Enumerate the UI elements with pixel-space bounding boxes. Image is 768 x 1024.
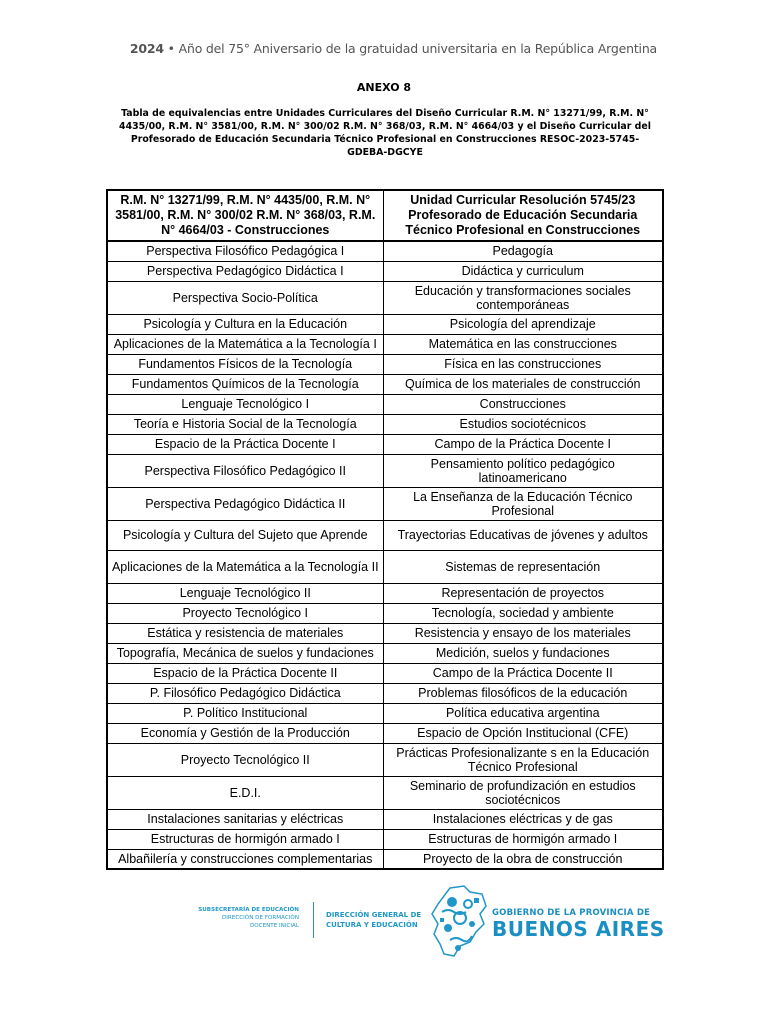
new-plan-cell: Estructuras de hormigón armado I bbox=[383, 829, 663, 849]
old-plan-cell: Perspectiva Filosófico Pedagógico II bbox=[107, 454, 383, 487]
old-plan-cell: Fundamentos Físicos de la Tecnología bbox=[107, 354, 383, 374]
footer-divider bbox=[313, 902, 314, 938]
new-plan-cell: Representación de proyectos bbox=[383, 583, 663, 603]
direccion-general-label-2: CULTURA Y EDUCACIÓN bbox=[326, 921, 418, 929]
new-plan-cell: Estudios sociotécnicos bbox=[383, 414, 663, 434]
old-plan-cell: Perspectiva Pedagógico Didáctica II bbox=[107, 487, 383, 520]
old-plan-cell: Perspectiva Pedagógico Didáctica I bbox=[107, 261, 383, 281]
table-row bbox=[107, 281, 663, 314]
table-row bbox=[107, 683, 663, 703]
header-year: 2024 bbox=[129, 41, 164, 56]
table-row bbox=[107, 354, 663, 374]
old-plan-cell: Fundamentos Químicos de la Tecnología bbox=[107, 374, 383, 394]
direccion-formacion-label-2: DOCENTE INICIAL bbox=[249, 923, 299, 929]
table-row bbox=[107, 603, 663, 623]
table-row bbox=[107, 520, 663, 550]
new-plan-cell: Psicología del aprendizaje bbox=[383, 314, 663, 334]
new-plan-cell: Problemas filosóficos de la educación bbox=[383, 683, 663, 703]
direccion-general-block bbox=[326, 910, 421, 930]
new-plan-cell: Tecnología, sociedad y ambiente bbox=[383, 603, 663, 623]
old-plan-cell: Topografía, Mecánica de suelos y fundaciones bbox=[107, 643, 383, 663]
equivalence-table bbox=[106, 189, 664, 870]
new-plan-cell: Prácticas Profesionalizante s en la Educación Técnico Profesional bbox=[383, 743, 663, 776]
old-plan-cell: Economía y Gestión de la Producción bbox=[107, 723, 383, 743]
column-header-old-plan: R.M. N° 13271/99, R.M. N° 4435/00, R.M. N° 3581/00, R.M. N° 300/02 R.M. N° 368/03, R.M. N° 4664/03 - Construcciones bbox=[107, 190, 383, 241]
new-plan-cell: Educación y transformaciones sociales contemporáneas bbox=[383, 281, 663, 314]
old-plan-cell: Perspectiva Filosófico Pedagógica I bbox=[107, 241, 383, 261]
table-row bbox=[107, 849, 663, 869]
old-plan-cell: Teoría e Historia Social de la Tecnología bbox=[107, 414, 383, 434]
table-row bbox=[107, 703, 663, 723]
table-row bbox=[107, 583, 663, 603]
header-motto bbox=[130, 41, 657, 56]
old-plan-cell: P. Filosófico Pedagógico Didáctica bbox=[107, 683, 383, 703]
new-plan-cell: Medición, suelos y fundaciones bbox=[383, 643, 663, 663]
old-plan-cell: Perspectiva Socio-Política bbox=[107, 281, 383, 314]
table-row bbox=[107, 454, 663, 487]
new-plan-cell: Física en las construcciones bbox=[383, 354, 663, 374]
table-row bbox=[107, 550, 663, 583]
table-row bbox=[107, 374, 663, 394]
new-plan-cell: Química de los materiales de construcción bbox=[383, 374, 663, 394]
column-header-new-plan: Unidad Curricular Resolución 5745/23 Profesorado de Educación Secundaria Técnico Profesional en Construcciones bbox=[383, 190, 663, 241]
annex-description: Tabla de equivalencias entre Unidades Curriculares del Diseño Curricular R.M. N° 13271/99, R.M. N° 4435/00, R.M. N° 3581/00, R.M. N° 300/02 R.M. N° 368/03, R.M. N° 4664/03 y el Diseño Curricular del Profesorado de Educación Secundaria Técnico Profesional en Construcciones RESOC-2023-5745-GDEBA-DGCYE bbox=[119, 108, 651, 158]
table-header-row bbox=[107, 190, 663, 241]
table-body bbox=[107, 241, 663, 869]
table-row bbox=[107, 414, 663, 434]
new-plan-cell: Pensamiento político pedagógico latinoamericano bbox=[383, 454, 663, 487]
old-plan-cell: Albañilería y construcciones complementarias bbox=[107, 849, 383, 869]
subsecretaria-label: SUBSECRETARÍA DE EDUCACIÓN bbox=[198, 907, 299, 913]
gobierno-block bbox=[492, 908, 665, 940]
table-row bbox=[107, 334, 663, 354]
subsecretaria-block bbox=[190, 906, 299, 930]
table-row bbox=[107, 643, 663, 663]
old-plan-cell: Espacio de la Práctica Docente I bbox=[107, 434, 383, 454]
old-plan-cell: E.D.I. bbox=[107, 776, 383, 809]
table-row bbox=[107, 663, 663, 683]
header-bullet: • bbox=[167, 41, 175, 56]
old-plan-cell: P. Político Institucional bbox=[107, 703, 383, 723]
new-plan-cell: Matemática en las construcciones bbox=[383, 334, 663, 354]
table-row bbox=[107, 314, 663, 334]
new-plan-cell: Espacio de Opción Institucional (CFE) bbox=[383, 723, 663, 743]
header-motto-text: Año del 75° Aniversario de la gratuidad universitaria en la República Argentina bbox=[178, 41, 657, 56]
table-row bbox=[107, 776, 663, 809]
table-row bbox=[107, 743, 663, 776]
new-plan-cell: Campo de la Práctica Docente II bbox=[383, 663, 663, 683]
old-plan-cell: Aplicaciones de la Matemática a la Tecnología II bbox=[107, 550, 383, 583]
new-plan-cell: Campo de la Práctica Docente I bbox=[383, 434, 663, 454]
new-plan-cell: Instalaciones eléctricas y de gas bbox=[383, 809, 663, 829]
old-plan-cell: Psicología y Cultura del Sujeto que Aprende bbox=[107, 520, 383, 550]
gobierno-label: GOBIERNO DE LA PROVINCIA DE bbox=[492, 908, 651, 918]
table-row bbox=[107, 394, 663, 414]
old-plan-cell: Psicología y Cultura en la Educación bbox=[107, 314, 383, 334]
table-row bbox=[107, 809, 663, 829]
province-map-logo-icon bbox=[430, 884, 490, 958]
old-plan-cell: Aplicaciones de la Matemática a la Tecnología I bbox=[107, 334, 383, 354]
old-plan-cell: Lenguaje Tecnológico I bbox=[107, 394, 383, 414]
table-row bbox=[107, 261, 663, 281]
buenos-aires-label: BUENOS AIRES bbox=[492, 917, 665, 941]
new-plan-cell: Trayectorias Educativas de jóvenes y adultos bbox=[383, 520, 663, 550]
new-plan-cell: Didáctica y curriculum bbox=[383, 261, 663, 281]
table-row bbox=[107, 723, 663, 743]
old-plan-cell: Estática y resistencia de materiales bbox=[107, 623, 383, 643]
new-plan-cell: La Enseñanza de la Educación Técnico Profesional bbox=[383, 487, 663, 520]
direccion-general-label-1: DIRECCIÓN GENERAL DE bbox=[326, 911, 422, 919]
old-plan-cell: Espacio de la Práctica Docente II bbox=[107, 663, 383, 683]
table-row bbox=[107, 241, 663, 261]
table-row bbox=[107, 623, 663, 643]
old-plan-cell: Instalaciones sanitarias y eléctricas bbox=[107, 809, 383, 829]
table-row bbox=[107, 434, 663, 454]
old-plan-cell: Proyecto Tecnológico I bbox=[107, 603, 383, 623]
old-plan-cell: Lenguaje Tecnológico II bbox=[107, 583, 383, 603]
direccion-formacion-label-1: DIRECCIÓN DE FORMACIÓN bbox=[221, 915, 299, 921]
new-plan-cell: Construcciones bbox=[383, 394, 663, 414]
old-plan-cell: Proyecto Tecnológico II bbox=[107, 743, 383, 776]
table-row bbox=[107, 829, 663, 849]
new-plan-cell: Sistemas de representación bbox=[383, 550, 663, 583]
new-plan-cell: Proyecto de la obra de construcción bbox=[383, 849, 663, 869]
new-plan-cell: Política educativa argentina bbox=[383, 703, 663, 723]
footer-logos bbox=[190, 884, 665, 964]
annex-title: ANEXO 8 bbox=[356, 81, 412, 94]
old-plan-cell: Estructuras de hormigón armado I bbox=[107, 829, 383, 849]
new-plan-cell: Seminario de profundización en estudios sociotécnicos bbox=[383, 776, 663, 809]
new-plan-cell: Pedagogía bbox=[383, 241, 663, 261]
new-plan-cell: Resistencia y ensayo de los materiales bbox=[383, 623, 663, 643]
table-row bbox=[107, 487, 663, 520]
